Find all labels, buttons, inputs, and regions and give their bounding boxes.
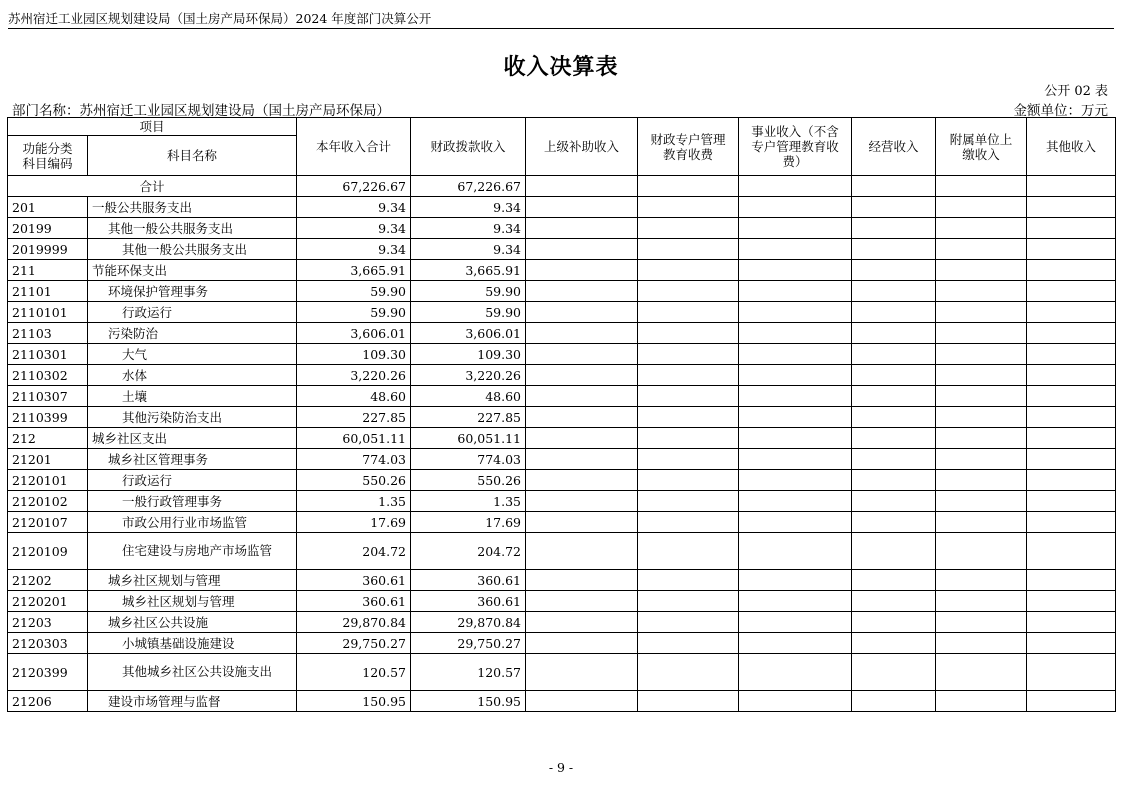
table-row [8,344,1116,365]
empty-cell [739,365,852,386]
project-header: 项目 [8,118,297,136]
row-code: 21101 [8,281,88,302]
row-code: 20199 [8,218,88,239]
empty-cell [638,323,739,344]
table-row [8,302,1116,323]
empty-cell [526,260,638,281]
empty-cell [1027,260,1116,281]
empty-cell [1027,570,1116,591]
empty-cell [638,428,739,449]
empty-cell [526,428,638,449]
empty-cell [638,302,739,323]
empty-cell [739,323,852,344]
empty-cell [936,218,1027,239]
empty-cell [638,691,739,712]
empty-cell [638,449,739,470]
row-code: 21201 [8,449,88,470]
empty-cell [1027,281,1116,302]
row-total: 120.57 [297,654,411,691]
total-sum: 67,226.67 [297,176,411,197]
empty-cell [852,176,936,197]
empty-cell [739,407,852,428]
empty-cell [936,323,1027,344]
empty-cell [739,428,852,449]
empty-cell [936,281,1027,302]
row-name: 城乡社区规划与管理 [88,591,297,612]
col-header-affiliate-income: 附属单位上缴收入 [936,118,1027,176]
row-total: 204.72 [297,533,411,570]
col-header-superior-subsidy: 上级补助收入 [526,118,638,176]
table-row [8,365,1116,386]
empty-cell [638,407,739,428]
empty-cell [1027,591,1116,612]
empty-cell [936,633,1027,654]
table-row [8,239,1116,260]
code-header: 功能分类科目编码 [8,136,88,176]
header-rule [8,28,1114,29]
row-code: 2019999 [8,239,88,260]
empty-cell [1027,449,1116,470]
empty-cell [852,344,936,365]
empty-cell [936,239,1027,260]
total-fiscal: 67,226.67 [411,176,526,197]
income-table [7,117,1116,712]
row-fiscal: 17.69 [411,512,526,533]
row-name: 行政运行 [88,302,297,323]
page-number: - 9 - [548,760,574,775]
empty-cell [526,197,638,218]
row-code: 2110301 [8,344,88,365]
table-row [8,512,1116,533]
row-name: 节能环保支出 [88,260,297,281]
empty-cell [739,533,852,570]
row-code: 21206 [8,691,88,712]
table-row [8,386,1116,407]
empty-cell [739,654,852,691]
empty-cell [638,491,739,512]
total-label: 合计 [8,176,297,197]
empty-cell [1027,470,1116,491]
row-fiscal: 1.35 [411,491,526,512]
empty-cell [526,533,638,570]
table-row [8,197,1116,218]
empty-cell [638,570,739,591]
table-row [8,323,1116,344]
empty-cell [936,533,1027,570]
row-total: 48.60 [297,386,411,407]
row-fiscal: 9.34 [411,239,526,260]
empty-cell [739,386,852,407]
empty-cell [936,260,1027,281]
table-row [8,428,1116,449]
row-fiscal: 9.34 [411,218,526,239]
row-fiscal: 109.30 [411,344,526,365]
row-code: 2110307 [8,386,88,407]
empty-cell [936,428,1027,449]
empty-cell [526,323,638,344]
col-header-business-income: 事业收入（不含专户管理教育收费） [739,118,852,176]
table-row [8,612,1116,633]
row-fiscal: 360.61 [411,570,526,591]
empty-cell [936,449,1027,470]
empty-cell [739,260,852,281]
empty-cell [526,633,638,654]
row-fiscal: 150.95 [411,691,526,712]
table-row [8,491,1116,512]
row-fiscal: 3,606.01 [411,323,526,344]
empty-cell [1027,612,1116,633]
row-total: 9.34 [297,239,411,260]
empty-cell [638,365,739,386]
empty-cell [638,239,739,260]
empty-cell [852,428,936,449]
empty-cell [1027,512,1116,533]
row-total: 150.95 [297,691,411,712]
row-code: 212 [8,428,88,449]
row-name: 行政运行 [88,470,297,491]
empty-cell [1027,533,1116,570]
empty-cell [526,591,638,612]
empty-cell [739,591,852,612]
row-code: 2120303 [8,633,88,654]
row-code: 21202 [8,570,88,591]
row-code: 21203 [8,612,88,633]
table-row [8,260,1116,281]
empty-cell [739,512,852,533]
empty-cell [852,633,936,654]
name-header: 科目名称 [88,136,297,176]
row-code: 2110101 [8,302,88,323]
row-name: 大气 [88,344,297,365]
row-fiscal: 48.60 [411,386,526,407]
empty-cell [638,612,739,633]
row-code: 2120107 [8,512,88,533]
empty-cell [638,386,739,407]
empty-cell [1027,344,1116,365]
running-header: 苏州宿迁工业园区规划建设局（国土房产局环保局）2024 年度部门决算公开 [8,11,432,26]
table-row [8,591,1116,612]
empty-cell [852,281,936,302]
empty-cell [739,633,852,654]
empty-cell [739,570,852,591]
empty-cell [852,302,936,323]
row-fiscal: 360.61 [411,591,526,612]
empty-cell [1027,633,1116,654]
empty-cell [852,260,936,281]
row-total: 3,220.26 [297,365,411,386]
empty-cell [526,302,638,323]
empty-cell [739,344,852,365]
empty-cell [852,197,936,218]
empty-cell [1027,239,1116,260]
col-header-operating-income: 经营收入 [852,118,936,176]
empty-cell [638,633,739,654]
empty-cell [1027,691,1116,712]
row-fiscal: 59.90 [411,302,526,323]
row-total: 9.34 [297,218,411,239]
empty-cell [1027,218,1116,239]
page-title: 收入决算表 [503,55,619,80]
row-fiscal: 60,051.11 [411,428,526,449]
row-code: 2120101 [8,470,88,491]
table-row [8,570,1116,591]
empty-cell [638,197,739,218]
empty-cell [852,491,936,512]
empty-cell [739,239,852,260]
empty-cell [638,512,739,533]
empty-cell [526,176,638,197]
row-fiscal: 29,870.84 [411,612,526,633]
row-fiscal: 3,220.26 [411,365,526,386]
empty-cell [526,491,638,512]
empty-cell [852,365,936,386]
empty-cell [739,197,852,218]
empty-cell [638,344,739,365]
empty-cell [852,386,936,407]
empty-cell [1027,407,1116,428]
empty-cell [852,323,936,344]
table-row [8,654,1116,691]
row-name: 水体 [88,365,297,386]
empty-cell [638,218,739,239]
row-code: 211 [8,260,88,281]
table-row [8,407,1116,428]
row-name: 城乡社区公共设施 [88,612,297,633]
empty-cell [936,176,1027,197]
empty-cell [936,512,1027,533]
row-code: 2120399 [8,654,88,691]
row-name: 建设市场管理与监督 [88,691,297,712]
empty-cell [526,239,638,260]
row-fiscal: 29,750.27 [411,633,526,654]
empty-cell [936,302,1027,323]
empty-cell [852,691,936,712]
row-total: 227.85 [297,407,411,428]
row-code: 21103 [8,323,88,344]
empty-cell [852,570,936,591]
table-row [8,633,1116,654]
empty-cell [936,407,1027,428]
empty-cell [936,612,1027,633]
empty-cell [936,470,1027,491]
empty-cell [1027,491,1116,512]
table-row [8,281,1116,302]
empty-cell [526,344,638,365]
empty-cell [739,281,852,302]
row-fiscal: 774.03 [411,449,526,470]
empty-cell [1027,365,1116,386]
empty-cell [1027,176,1116,197]
empty-cell [936,344,1027,365]
empty-cell [526,386,638,407]
empty-cell [739,470,852,491]
empty-cell [526,470,638,491]
row-code: 2120201 [8,591,88,612]
doc-code: 公开 02 表 [1044,84,1108,99]
empty-cell [739,491,852,512]
row-name: 环境保护管理事务 [88,281,297,302]
row-total: 60,051.11 [297,428,411,449]
empty-cell [852,239,936,260]
empty-cell [638,470,739,491]
row-code: 2120102 [8,491,88,512]
empty-cell [526,281,638,302]
row-code: 201 [8,197,88,218]
table-row [8,470,1116,491]
empty-cell [638,591,739,612]
empty-cell [739,176,852,197]
col-header-fiscal: 财政拨款收入 [411,118,526,176]
row-total: 3,665.91 [297,260,411,281]
empty-cell [1027,654,1116,691]
empty-cell [638,281,739,302]
empty-cell [739,691,852,712]
empty-cell [1027,197,1116,218]
row-name: 一般行政管理事务 [88,491,297,512]
empty-cell [852,449,936,470]
row-total: 1.35 [297,491,411,512]
empty-cell [936,654,1027,691]
empty-cell [1027,428,1116,449]
empty-cell [638,533,739,570]
empty-cell [739,449,852,470]
total-row [8,176,1116,197]
empty-cell [852,470,936,491]
empty-cell [526,654,638,691]
empty-cell [936,570,1027,591]
empty-cell [936,591,1027,612]
department-label: 部门名称：苏州宿迁工业园区规划建设局（国土房产局环保局） [12,103,390,119]
col-header-other-income: 其他收入 [1027,118,1116,176]
empty-cell [739,218,852,239]
row-total: 29,750.27 [297,633,411,654]
empty-cell [526,570,638,591]
empty-cell [936,386,1027,407]
row-total: 59.90 [297,302,411,323]
empty-cell [526,612,638,633]
empty-cell [526,407,638,428]
row-total: 59.90 [297,281,411,302]
empty-cell [526,512,638,533]
col-header-total: 本年收入合计 [297,118,411,176]
row-fiscal: 9.34 [411,197,526,218]
unit-label: 金额单位：万元 [1013,103,1108,119]
row-total: 360.61 [297,570,411,591]
empty-cell [852,533,936,570]
row-name: 住宅建设与房地产市场监管 [88,533,297,570]
empty-cell [638,654,739,691]
table-row [8,449,1116,470]
row-fiscal: 204.72 [411,533,526,570]
empty-cell [936,691,1027,712]
row-name: 其他一般公共服务支出 [88,239,297,260]
empty-cell [936,491,1027,512]
row-name: 城乡社区管理事务 [88,449,297,470]
row-name: 小城镇基础设施建设 [88,633,297,654]
empty-cell [852,654,936,691]
row-name: 一般公共服务支出 [88,197,297,218]
row-fiscal: 59.90 [411,281,526,302]
row-name: 市政公用行业市场监管 [88,512,297,533]
row-total: 550.26 [297,470,411,491]
col-header-edu-fee: 财政专户管理教育收费 [638,118,739,176]
row-code: 2110302 [8,365,88,386]
empty-cell [638,260,739,281]
empty-cell [739,302,852,323]
empty-cell [526,691,638,712]
empty-cell [1027,386,1116,407]
row-name: 土壤 [88,386,297,407]
table-row [8,218,1116,239]
row-total: 3,606.01 [297,323,411,344]
row-fiscal: 3,665.91 [411,260,526,281]
empty-cell [852,218,936,239]
row-fiscal: 550.26 [411,470,526,491]
row-fiscal: 120.57 [411,654,526,691]
empty-cell [1027,302,1116,323]
empty-cell [852,407,936,428]
empty-cell [638,176,739,197]
table-row [8,533,1116,570]
row-name: 其他污染防治支出 [88,407,297,428]
empty-cell [739,612,852,633]
row-code: 2120109 [8,533,88,570]
row-name: 城乡社区支出 [88,428,297,449]
row-code: 2110399 [8,407,88,428]
empty-cell [526,449,638,470]
row-total: 774.03 [297,449,411,470]
row-name: 其他一般公共服务支出 [88,218,297,239]
empty-cell [936,365,1027,386]
table-row [8,691,1116,712]
row-fiscal: 227.85 [411,407,526,428]
empty-cell [526,365,638,386]
empty-cell [852,612,936,633]
row-total: 109.30 [297,344,411,365]
empty-cell [936,197,1027,218]
empty-cell [852,512,936,533]
row-total: 29,870.84 [297,612,411,633]
row-total: 360.61 [297,591,411,612]
row-total: 17.69 [297,512,411,533]
empty-cell [1027,323,1116,344]
row-total: 9.34 [297,197,411,218]
row-name: 污染防治 [88,323,297,344]
row-name: 城乡社区规划与管理 [88,570,297,591]
row-name: 其他城乡社区公共设施支出 [88,654,297,691]
empty-cell [852,591,936,612]
empty-cell [526,218,638,239]
